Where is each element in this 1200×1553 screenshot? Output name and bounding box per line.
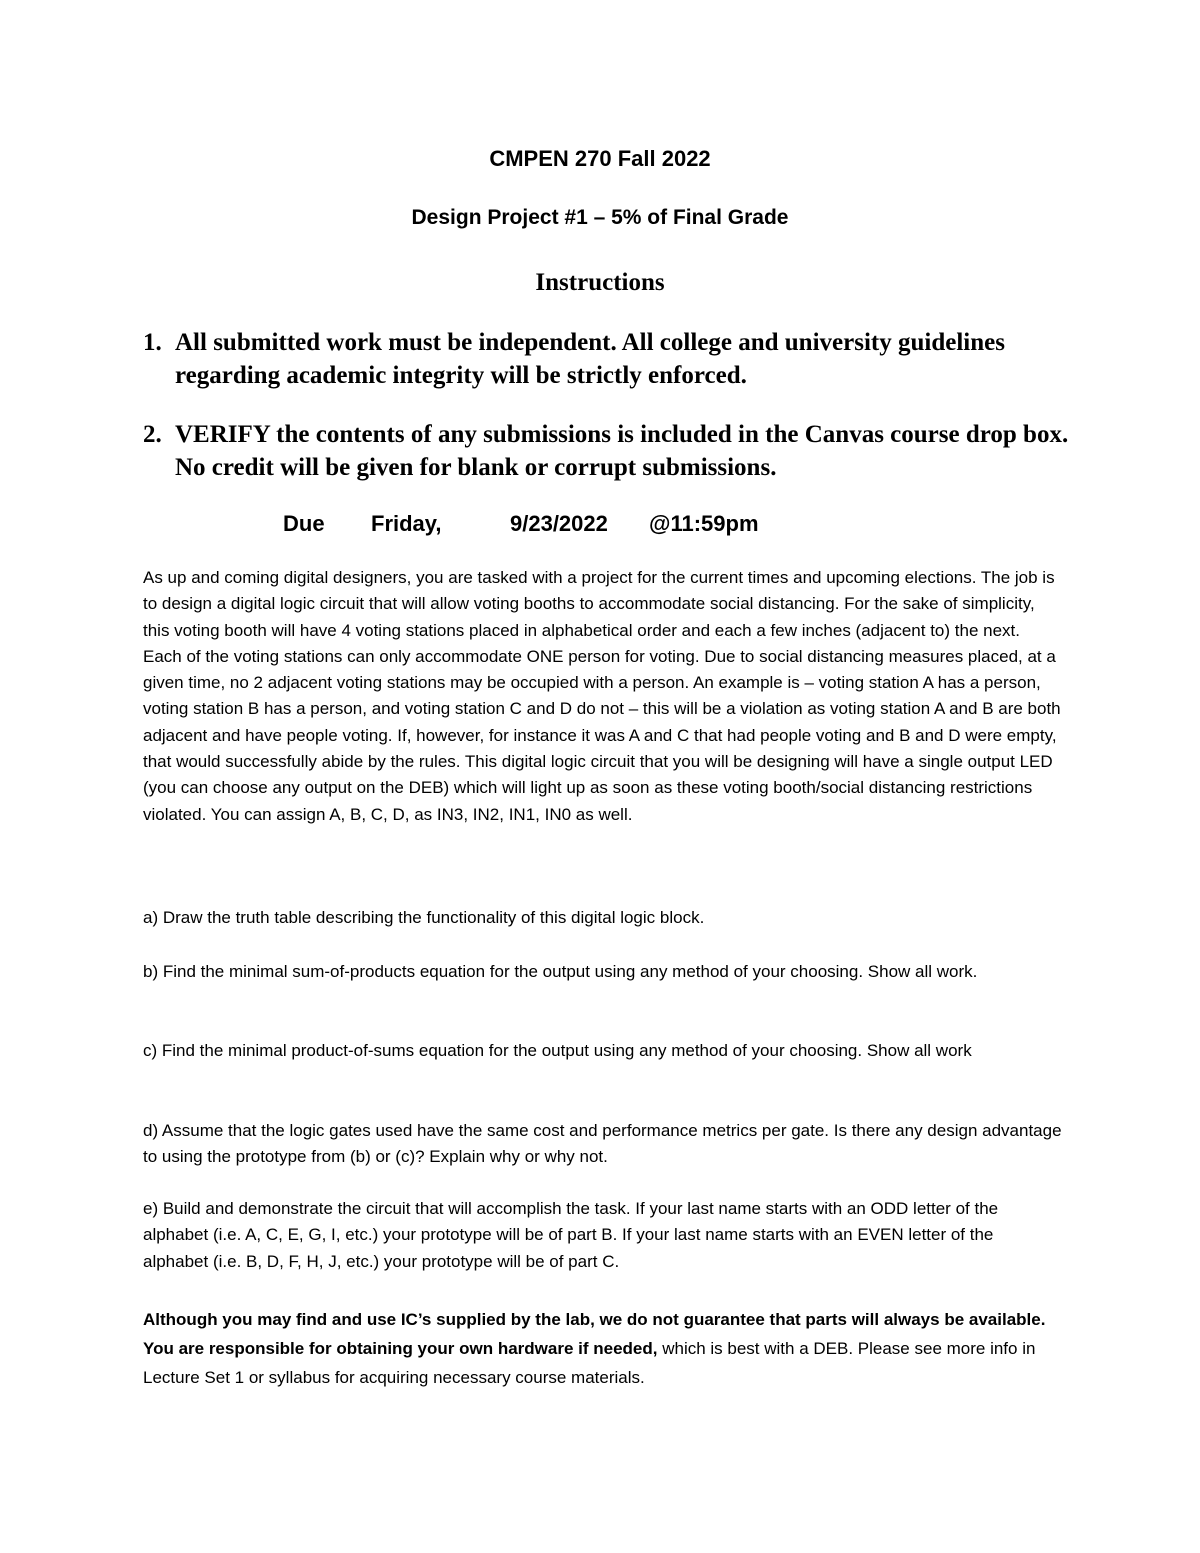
course-title: CMPEN 270 Fall 2022 xyxy=(489,146,711,171)
instruction-number: 1. xyxy=(143,329,162,356)
closing-paragraph xyxy=(143,1305,1063,1392)
instructions-heading: Instructions xyxy=(535,269,665,296)
instruction-item-2 xyxy=(143,418,1083,484)
instruction-text: All submitted work must be independent. All college and university guidelines regarding academic integrity will be strictly enforced. xyxy=(175,329,1005,389)
instruction-number: 2. xyxy=(143,421,162,448)
closing-regular-text: which is best with a DEB. Please see more info in Lecture Set 1 or syllabus for acquiring necessary course materials. xyxy=(143,1339,1036,1387)
due-label: Due xyxy=(283,511,325,536)
part-d-question: d) Assume that the logic gates used have the same cost and performance metrics per gate. Is there any design advantage to using the prototype from (b) or (c)? Explain why or why not. xyxy=(143,1121,1062,1167)
due-day: Friday, xyxy=(371,511,442,536)
closing-bold-text: Although you may find and use IC’s supplied by the lab, we do not guarantee that parts will always be available. You are responsible for obtaining your own hardware if needed, xyxy=(143,1310,1046,1358)
due-date: 9/23/2022 xyxy=(510,511,608,536)
intro-paragraph: As up and coming digital designers, you are tasked with a project for the current times and upcoming elections. The job is to design a digital logic circuit that will allow voting booths to accommodate social distancing. For the sake of simplicity, this voting booth will have 4 voting stations placed in alphabetical order and each a few inches (adjacent to) the next. Each of the voting stations can only accommodate ONE person for voting. Due to social distancing measures placed, at a given time, no 2 adjacent voting stations may be occupied with a person. An example is – voting station A has a person, voting station B has a person, and voting station C and D do not – this will be a violation as voting station A and B are both adjacent and have people voting. If, however, for instance it was A and C that had people voting and B and D were empty, that would successfully abide by the rules. This digital logic circuit that you will be designing will have a single output LED (you can choose any output on the DEB) which will light up as soon as these voting booth/social distancing restrictions violated. You can assign A, B, C, D, as IN3, IN2, IN1, IN0 as well. xyxy=(143,568,1061,824)
part-e-question: e) Build and demonstrate the circuit that will accomplish the task. If your last name starts with an ODD letter of the alphabet (i.e. A, C, E, G, I, etc.) your prototype will be of part B. If your last name starts with an EVEN letter of the alphabet (i.e. B, D, F, H, J, etc.) your prototype will be of part C. xyxy=(143,1199,999,1271)
due-time: @11:59pm xyxy=(649,511,759,536)
part-a-question: a) Draw the truth table describing the functionality of this digital logic block. xyxy=(143,908,705,927)
project-title: Design Project #1 – 5% of Final Grade xyxy=(411,206,789,229)
part-c-question: c) Find the minimal product-of-sums equation for the output using any method of your choosing. Show all work xyxy=(143,1041,972,1060)
part-b-question: b) Find the minimal sum-of-products equation for the output using any method of your choosing. Show all work. xyxy=(143,962,978,981)
instruction-item-1 xyxy=(143,326,1083,392)
instruction-text: VERIFY the contents of any submissions is included in the Canvas course drop box. No credit will be given for blank or corrupt submissions. xyxy=(175,421,1069,481)
